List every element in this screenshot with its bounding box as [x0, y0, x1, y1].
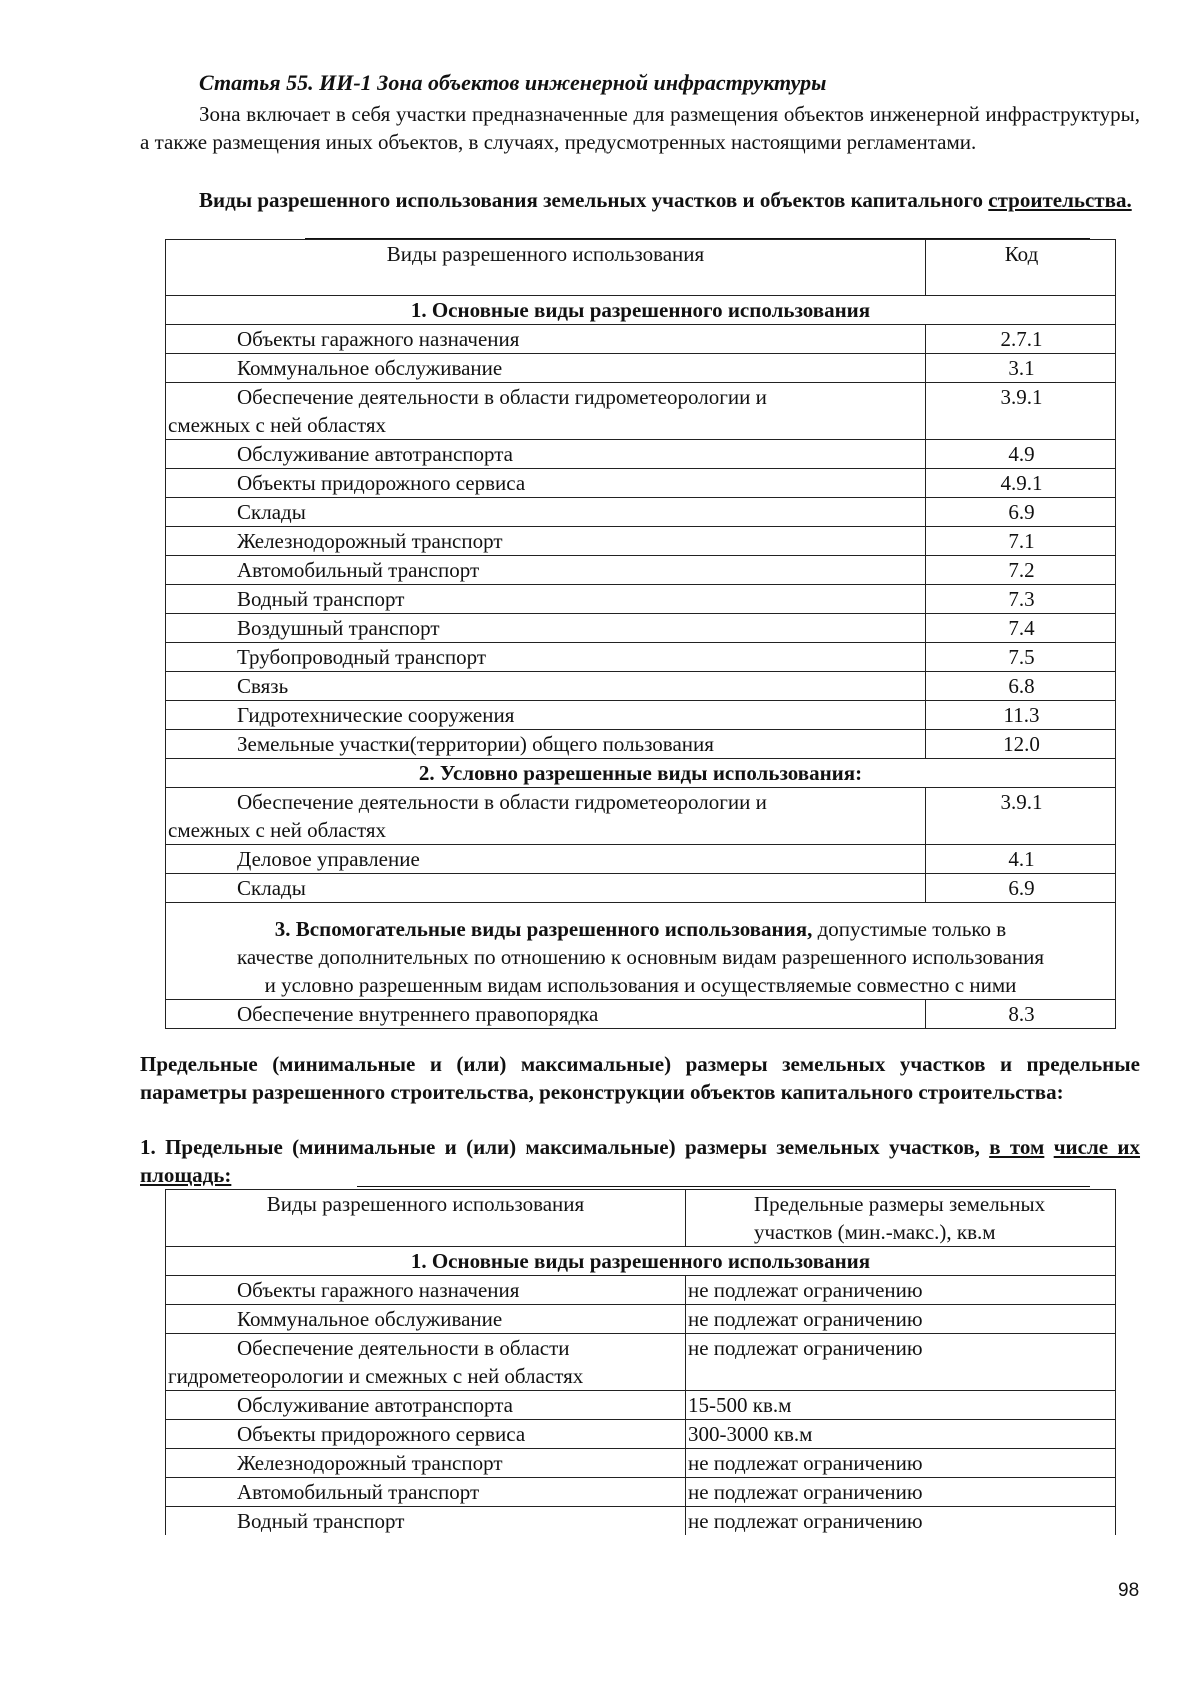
table-row	[166, 1334, 1116, 1391]
size-value: не подлежат ограничению	[686, 1305, 1116, 1334]
use-name: Деловое управление	[237, 847, 420, 871]
use-name: Обслуживание автотранспорта	[237, 1393, 513, 1417]
size-value: не подлежат ограничению	[686, 1507, 1116, 1536]
section-3-title	[166, 903, 1116, 1000]
use-code: 7.4	[926, 614, 1116, 643]
size-value: не подлежат ограничению	[686, 1276, 1116, 1305]
use-code: 8.3	[926, 1000, 1116, 1029]
header-size-cell	[686, 1190, 1116, 1247]
use-name: Связь	[237, 674, 289, 698]
limits-subheading-main: 1. Предельные (минимальные и (или) максимальные) размеры земельных участков,	[140, 1135, 990, 1159]
use-code: 7.3	[926, 585, 1116, 614]
use-name: Воздушный транспорт	[237, 616, 440, 640]
use-code: 3.9.1	[926, 788, 1116, 845]
use-name-cont: гидрометеорологии и смежных с ней областях	[168, 1364, 584, 1388]
header-code-cell: Код	[926, 240, 1116, 296]
table-row	[166, 1449, 1116, 1478]
use-code: 4.9.1	[926, 469, 1116, 498]
table-row	[166, 1000, 1116, 1029]
table-row	[166, 845, 1116, 874]
use-code: 6.8	[926, 672, 1116, 701]
page-number: 98	[1118, 1580, 1140, 1601]
table-row	[166, 788, 1116, 845]
limits-subheading-ul2: числе их площадь:	[140, 1135, 1141, 1187]
section-3-line3: и условно разрешенным видам использования и осуществляемые совместно с ними	[264, 973, 1017, 997]
section-1-rows	[166, 325, 1116, 759]
header-name-cell: Виды разрешенного использования	[166, 1190, 686, 1247]
table-row	[166, 701, 1116, 730]
limits-heading: Предельные (минимальные и (или) максимальные) размеры земельных участков и предельные параметры разрешенного строительства, реконструкции объектов капитального строительства:	[140, 1052, 1140, 1104]
use-code: 3.9.1	[926, 383, 1116, 440]
table-row	[166, 440, 1116, 469]
limits-subheading-ul1: в том	[989, 1135, 1045, 1159]
table-row	[166, 383, 1116, 440]
table-row	[166, 1420, 1116, 1449]
use-name: Объекты придорожного сервиса	[237, 1422, 526, 1446]
use-name-cont: смежных с ней областях	[168, 818, 386, 842]
use-name: Обеспечение деятельности в области	[237, 1336, 570, 1360]
use-code: 3.1	[926, 354, 1116, 383]
use-code: 4.1	[926, 845, 1116, 874]
section-3-title-rest: допустимые только в	[812, 917, 1007, 941]
use-name: Коммунальное обслуживание	[237, 356, 503, 380]
use-name: Автомобильный транспорт	[237, 558, 480, 582]
size-value: 300-3000 кв.м	[686, 1420, 1116, 1449]
table-row	[166, 643, 1116, 672]
use-code: 12.0	[926, 730, 1116, 759]
use-code: 6.9	[926, 498, 1116, 527]
use-name: Обеспечение деятельности в области гидрометеорологии и	[237, 385, 767, 409]
use-name: Обеспечение деятельности в области гидрометеорологии и	[237, 790, 767, 814]
article-title: Статья 55. ИИ-1 Зона объектов инженерной инфраструктуры	[199, 70, 827, 95]
use-code: 2.7.1	[926, 325, 1116, 354]
use-code: 7.1	[926, 527, 1116, 556]
table-row	[166, 874, 1116, 903]
table-row	[166, 672, 1116, 701]
use-name: Водный транспорт	[237, 1509, 405, 1533]
table-row	[166, 1391, 1116, 1420]
article-intro: Зона включает в себя участки предназначенные для размещения объектов инженерной инфраструктуры, а также размещения иных объектов, в случаях, предусмотренных настоящими регламентами.	[140, 102, 1140, 154]
use-name: Железнодорожный транспорт	[237, 529, 503, 553]
table-row	[166, 585, 1116, 614]
use-name: Трубопроводный транспорт	[237, 645, 487, 669]
size-value: не подлежат ограничению	[686, 1449, 1116, 1478]
header-size-line2: участков (мин.-макс.), кв.м	[754, 1220, 996, 1244]
use-name: Объекты придорожного сервиса	[237, 471, 526, 495]
section-2-title: 2. Условно разрешенные виды использования:	[166, 759, 1116, 788]
use-code: 7.2	[926, 556, 1116, 585]
use-name: Объекты гаражного назначения	[237, 327, 520, 351]
use-name: Склады	[237, 876, 306, 900]
use-name: Обеспечение внутреннего правопорядка	[237, 1002, 599, 1026]
size-value: не подлежат ограничению	[686, 1478, 1116, 1507]
section-title-row	[166, 903, 1116, 1000]
use-name: Железнодорожный транспорт	[237, 1451, 503, 1475]
table-row	[166, 527, 1116, 556]
section-1-title: 1. Основные виды разрешенного использования	[166, 1247, 1116, 1276]
limits-subheading	[140, 1133, 1140, 1189]
section-3-line2: качестве дополнительных по отношению к основным видам разрешенного использования	[236, 945, 1045, 969]
table-row	[166, 556, 1116, 585]
use-code: 11.3	[926, 701, 1116, 730]
use-code: 6.9	[926, 874, 1116, 903]
section-1-title: 1. Основные виды разрешенного использования	[166, 296, 1116, 325]
table-row	[166, 325, 1116, 354]
table-row	[166, 1305, 1116, 1334]
use-code: 7.5	[926, 643, 1116, 672]
table-header-row	[166, 240, 1116, 296]
uses-heading-part1: Виды разрешенного использования земельных участков и объектов капитального	[199, 188, 984, 212]
size-value: 15-500 кв.м	[686, 1391, 1116, 1420]
table-row	[166, 354, 1116, 383]
use-code: 4.9	[926, 440, 1116, 469]
uses-heading-part2: строительства.	[988, 188, 1132, 212]
sizes-table	[165, 1189, 1116, 1535]
table-row	[166, 1478, 1116, 1507]
use-name: Автомобильный транспорт	[237, 1480, 480, 1504]
use-name: Коммунальное обслуживание	[237, 1307, 503, 1331]
header-name-cell: Виды разрешенного использования	[166, 240, 926, 296]
use-name: Гидротехнические сооружения	[237, 703, 515, 727]
table-row	[166, 498, 1116, 527]
table-row	[166, 469, 1116, 498]
table-header-row	[166, 1190, 1116, 1247]
section-title-row	[166, 296, 1116, 325]
header-size-line1: Предельные размеры земельных	[754, 1192, 1046, 1216]
use-name: Объекты гаражного назначения	[237, 1278, 520, 1302]
table-row	[166, 1507, 1116, 1536]
section-3-title-bold: 3. Вспомогательные виды разрешенного использования,	[274, 917, 813, 941]
use-name: Склады	[237, 500, 306, 524]
use-name-cont: смежных с ней областях	[168, 413, 386, 437]
size-value: не подлежат ограничению	[686, 1334, 1116, 1391]
use-name: Земельные участки(территории) общего пользования	[237, 732, 714, 756]
section-title-row	[166, 1247, 1116, 1276]
table-row	[166, 730, 1116, 759]
use-name: Водный транспорт	[237, 587, 405, 611]
uses-heading	[140, 186, 1140, 214]
use-name: Обслуживание автотранспорта	[237, 442, 513, 466]
table-row	[166, 1276, 1116, 1305]
uses-table	[165, 239, 1116, 1029]
table-row	[166, 614, 1116, 643]
section-title-row	[166, 759, 1116, 788]
underline-rule	[357, 1186, 1090, 1187]
